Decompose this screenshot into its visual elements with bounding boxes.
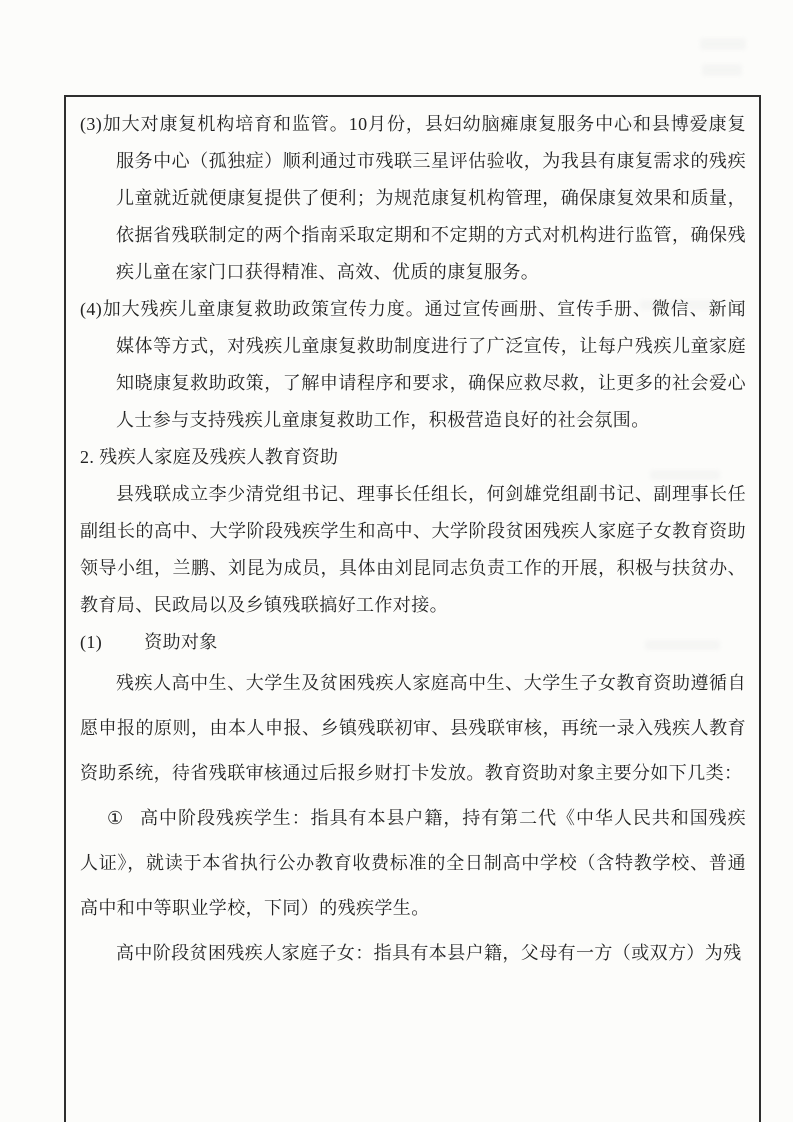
section-heading-2: 2. 残疾人家庭及残疾人教育资助 [80, 447, 339, 467]
list-item-4 [80, 291, 746, 439]
paragraph-committee: 县残联成立李少清党组书记、理事长任组长，何剑雄党组副书记、副理事长任副组长的高中、大学阶段残疾学生和高中、大学阶段贫困残疾人家庭子女教育资助领导小组，兰鹏、刘昆为成员，具体由刘昆同志负责工作的开展，积极与扶贫办、教育局、民政局以及乡镇残联搞好工作对接。 [80, 484, 746, 615]
bleedthrough-smudge [700, 38, 746, 50]
paragraph-principle: 残疾人高中生、大学生及贫困残疾人家庭高中生、大学生子女教育资助遵循自愿申报的原则，由本人申报、乡镇残联初审、县残联审核，再统一录入残疾人教育资助系统，待省残联审核通过后报乡财打卡发放。教育资助对象主要分如下几类： [80, 673, 746, 783]
list-item-4-marker: (4) [80, 299, 103, 319]
list-item-3 [80, 106, 746, 291]
subsection-1-marker: (1) [80, 632, 103, 652]
circle-1-marker: ① [107, 808, 125, 828]
paragraph-last: 高中阶段贫困残疾人家庭子女：指具有本县户籍，父母有一方（或双方）为残 [116, 943, 742, 963]
list-item-3-marker: (3) [80, 114, 103, 134]
subsection-1-line [80, 624, 746, 661]
circle-1-text: 高中阶段残疾学生：指具有本县户籍，持有第二代《中华人民共和国残疾人证》，就读于本省执行公办教育收费标准的全日制高中学校（含特教学校、普通高中和中等职业学校，下同）的残疾学生。 [80, 808, 746, 918]
list-item-3-text: 加大对康复机构培育和监管。10月份，县妇幼脑瘫康复服务中心和县博爱康复服务中心（孤独症）顺利通过市残联三星评估验收，为我县有康复需求的残疾儿童就近就便康复提供了便利；为规范康复机构管理，确保康复效果和质量，依据省残联制定的两个指南采取定期和不定期的方式对机构进行监管，确保残疾儿童在家门口获得精准、高效、优质的康复服务。 [102, 114, 746, 282]
table-cell-frame [64, 95, 761, 1122]
paragraph-circle-1 [80, 796, 746, 931]
list-item-4-text: 加大残疾儿童康复救助政策宣传力度。通过宣传画册、宣传手册、微信、新闻媒体等方式，对残疾儿童康复救助制度进行了广泛宣传，让每户残疾儿童家庭知晓康复救助政策，了解申请程序和要求，确保应救尽救，让更多的社会爱心人士参与支持残疾儿童康复救助工作，积极营造良好的社会氛围。 [102, 299, 746, 430]
subsection-1-title: 资助对象 [144, 632, 218, 652]
bleedthrough-smudge [702, 64, 742, 76]
